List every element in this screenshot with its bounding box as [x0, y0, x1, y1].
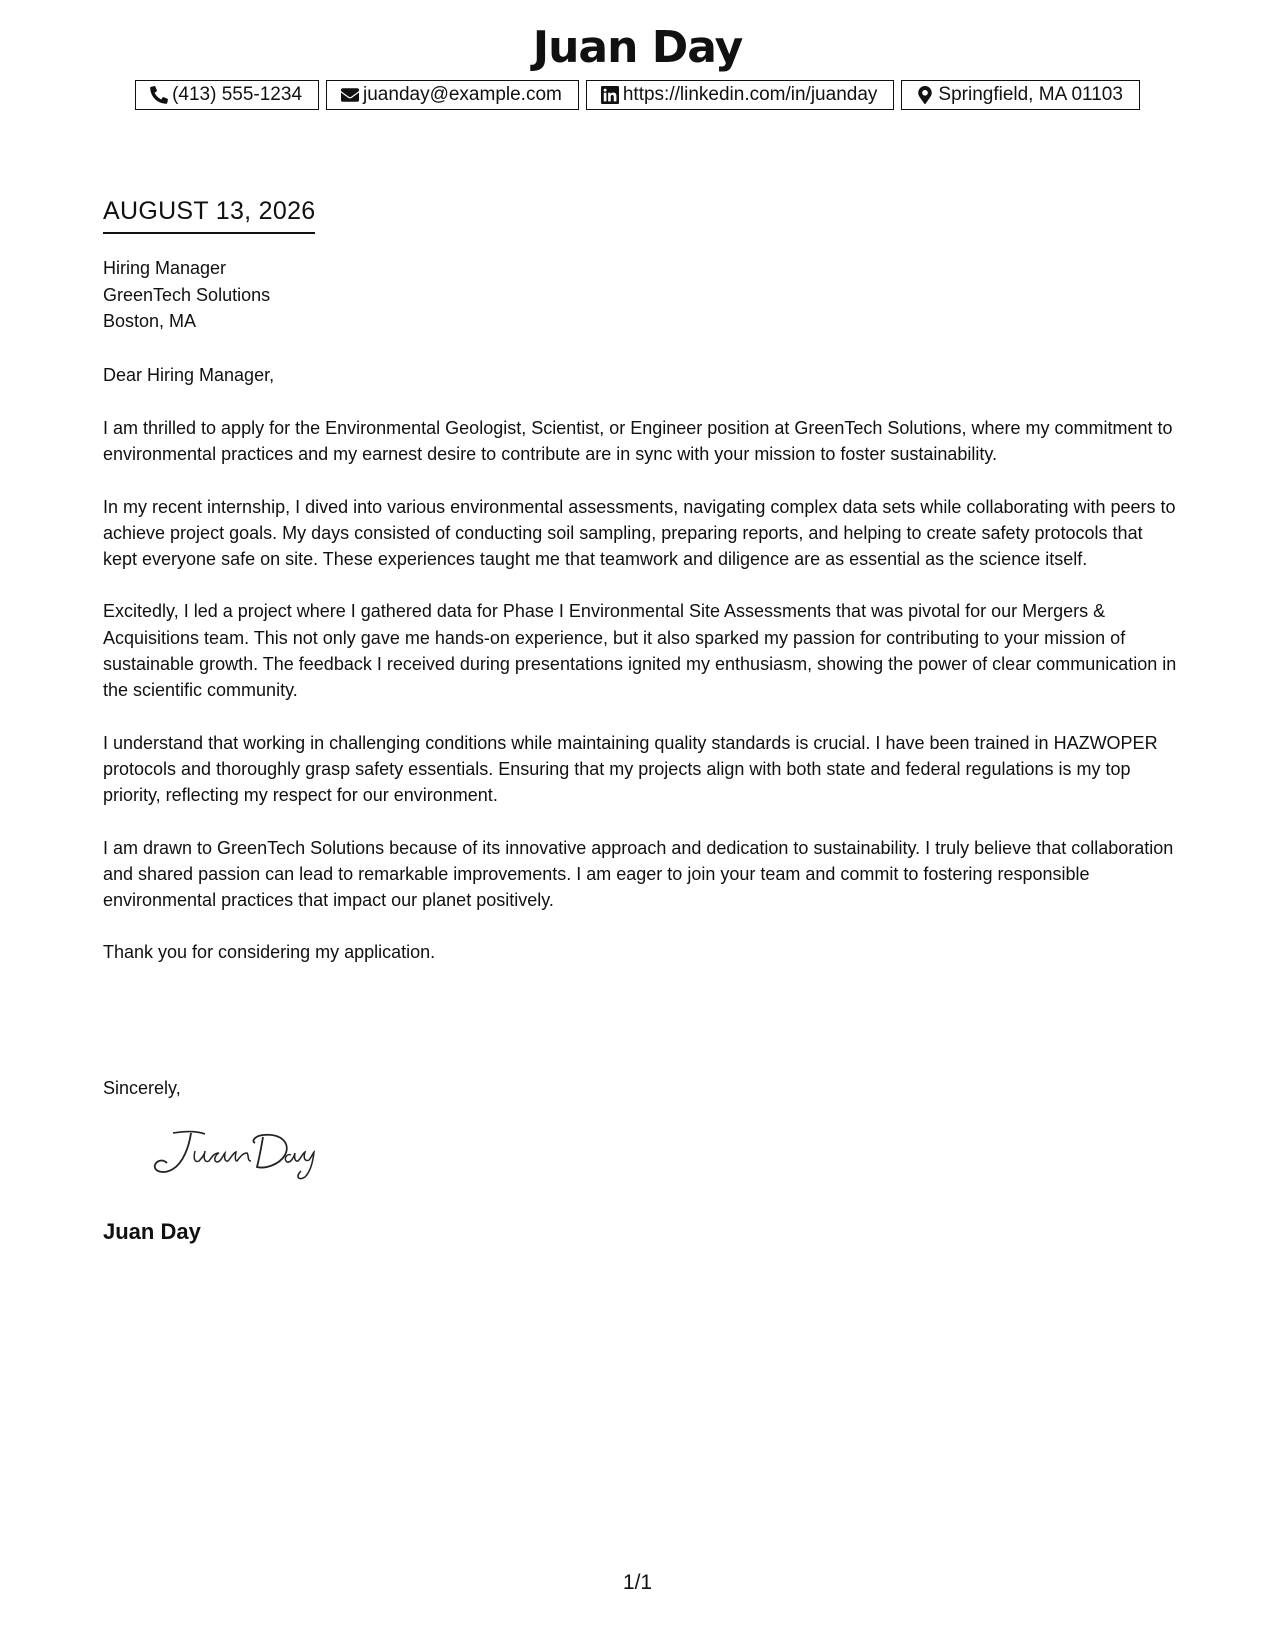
location-text: Springfield, MA 01103	[938, 84, 1123, 105]
applicant-name-heading: Juan Day	[532, 22, 743, 73]
handwritten-signature	[145, 1125, 325, 1185]
letter-date: AUGUST 13, 2026	[103, 196, 315, 234]
signer-name: Juan Day	[103, 1219, 201, 1244]
contact-phone	[135, 80, 319, 110]
recipient-title: Hiring Manager	[103, 258, 227, 278]
body-paragraph: I understand that working in challenging conditions while maintaining quality standards is crucial. I have been trained in HAZWOPER protocols and thoroughly grasp safety essentials. Ensuring that my projects align with both state and federal regulations is my top priority, reflecting my respect for our environment.	[103, 732, 1158, 806]
email-link[interactable]: juanday@example.com	[363, 84, 562, 105]
contact-location	[901, 80, 1140, 110]
phone-icon	[150, 86, 168, 104]
phone-text: (413) 555-1234	[172, 84, 303, 105]
contact-info-row	[0, 80, 1275, 110]
contact-email[interactable]	[326, 80, 579, 110]
envelope-icon	[341, 86, 359, 104]
recipient-block	[103, 255, 270, 335]
page-number: 1/1	[622, 1571, 653, 1594]
closing-paragraph: Thank you for considering my application.	[103, 942, 436, 963]
closing-line: Sincerely,	[103, 1078, 181, 1098]
map-marker-icon	[916, 86, 934, 104]
recipient-company: GreenTech Solutions	[103, 284, 271, 305]
letter-body	[103, 415, 1178, 992]
salutation: Dear Hiring Manager,	[103, 365, 275, 385]
linkedin-link[interactable]: https://linkedin.com/in/juanday	[622, 84, 878, 105]
contact-linkedin[interactable]	[586, 80, 895, 110]
body-paragraph: I am thrilled to apply for the Environmental Geologist, Scientist, or Engineer position at GreenTech Solutions, where my commitment to environmental practices and my earnest desire to contribute are in sync with your mission to foster sustainability.	[103, 418, 1173, 465]
body-paragraph: I am drawn to GreenTech Solutions because of its innovative approach and dedication to sustainability. I truly believe that collaboration and shared passion can lead to remarkable improvements. I am eager to join your team and commit to fostering responsible environmental practices that impact our planet positively.	[103, 837, 1174, 911]
body-paragraph: In my recent internship, I dived into various environmental assessments, navigating complex data sets while collaborating with peers to achieve project goals. My days consisted of conducting soil sampling, preparing reports, and helping to create safety protocols that kept everyone safe on site. These experiences taught me that teamwork and diligence are as essential as the science itself.	[103, 496, 1176, 570]
body-paragraph: Excitedly, I led a project where I gathered data for Phase I Environmental Site Assessments that was pivotal for our Mergers & Acquisitions team. This not only gave me hands-on experience, but it also sparked my passion for contributing to your mission of sustainable growth. The feedback I received during presentations ignited my enthusiasm, showing the power of clear communication in the scientific community.	[103, 601, 1177, 701]
linkedin-icon	[601, 86, 619, 104]
recipient-location: Boston, MA	[103, 311, 197, 331]
